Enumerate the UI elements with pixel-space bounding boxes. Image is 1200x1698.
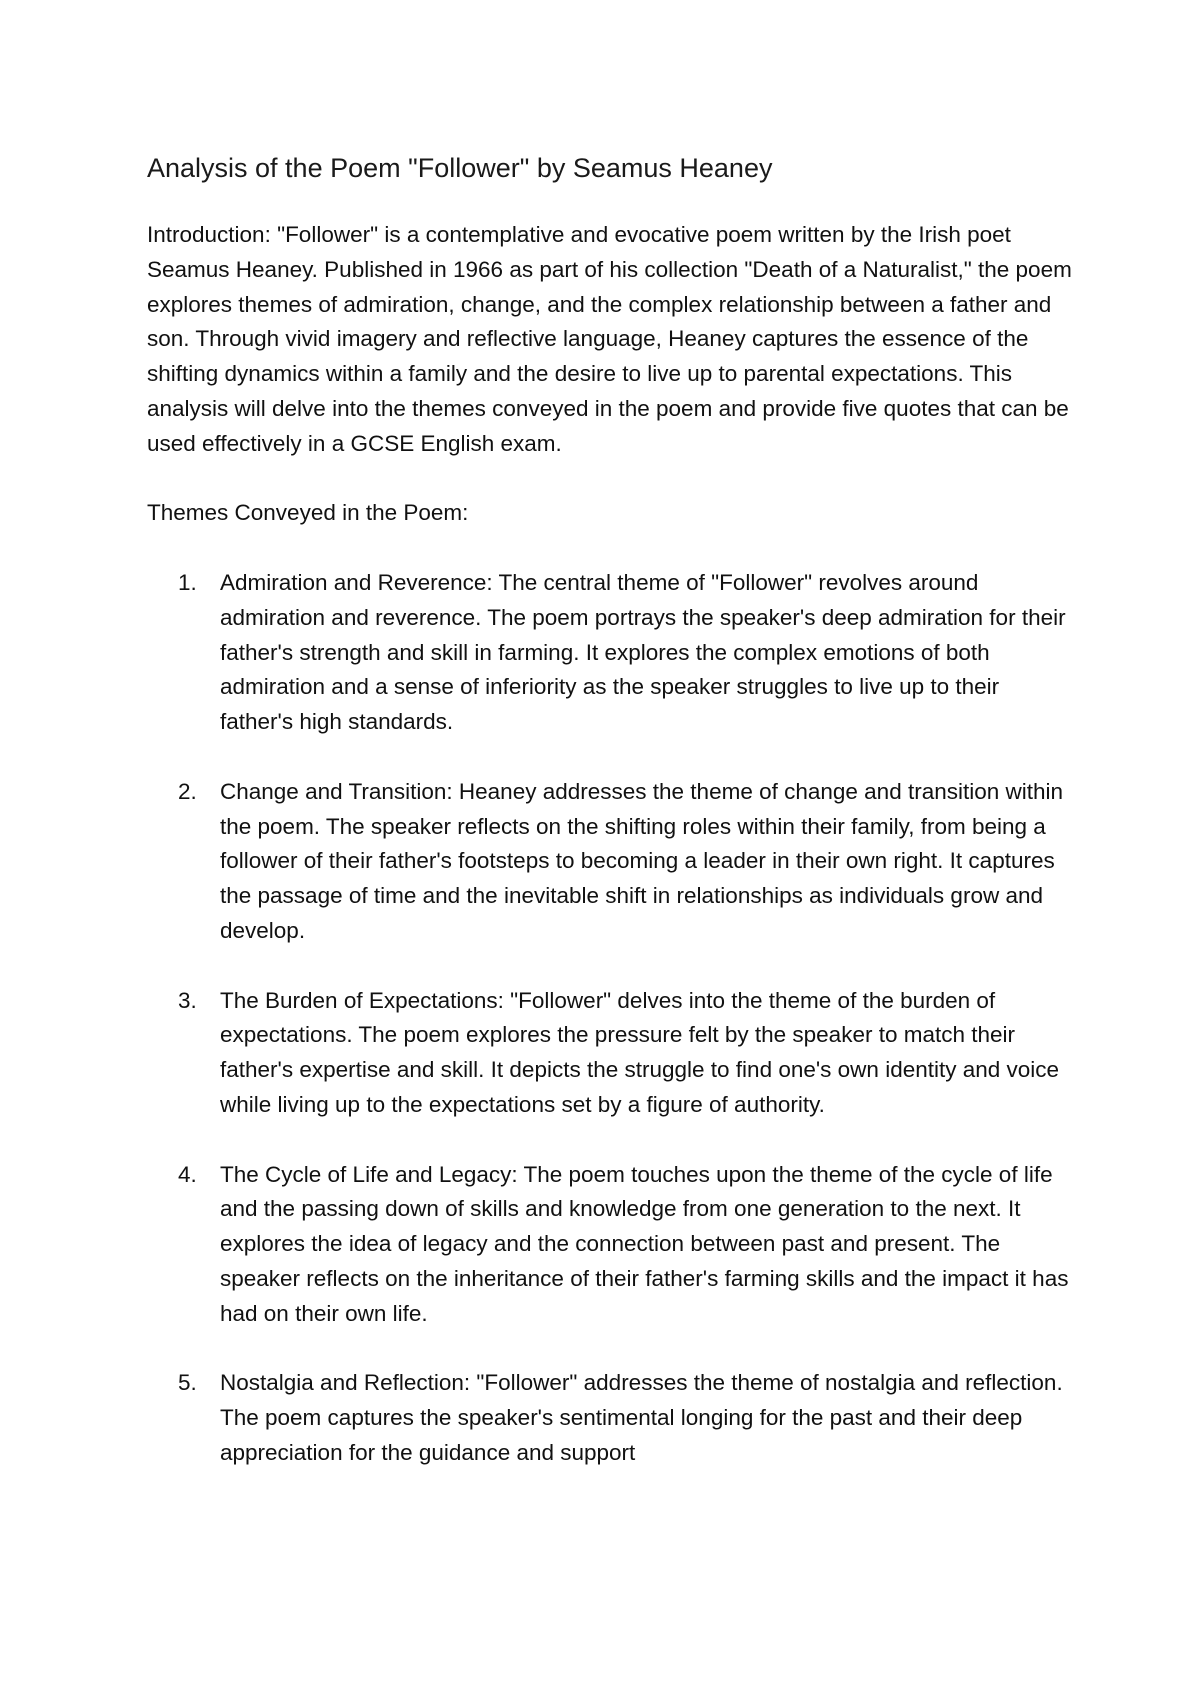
theme-text: Change and Transition: Heaney addresses the theme of change and transition within the poem. The speaker reflects on the shifting roles within their family, from being a follower of their father's footsteps to becoming a leader in their own right. It captures the passage of time and the inevitable shift in relationships as individuals grow and develop.	[220, 778, 1064, 943]
theme-number: 5.	[178, 1370, 197, 1396]
theme-number: 4.	[178, 1161, 197, 1187]
theme-item	[147, 775, 1077, 949]
document-title: Analysis of the Poem "Follower" by Seamus Heaney	[147, 153, 773, 183]
theme-item	[147, 1366, 1077, 1470]
theme-number: 3.	[178, 987, 197, 1013]
themes-list	[147, 566, 1077, 1471]
document-page	[147, 150, 1077, 1505]
theme-item	[147, 984, 1077, 1123]
themes-heading: Themes Conveyed in the Poem:	[147, 500, 469, 526]
theme-item	[147, 566, 1077, 740]
theme-number: 1.	[178, 569, 197, 595]
theme-number: 2.	[178, 778, 197, 804]
theme-text: The Cycle of Life and Legacy: The poem touches upon the theme of the cycle of life and the passing down of skills and knowledge from one generation to the next. It explores the idea of legacy and the connection between past and present. The speaker reflects on the inheritance of their father's farming skills and the impact it has had on their own life.	[220, 1161, 1069, 1326]
theme-item	[147, 1158, 1077, 1332]
introduction-paragraph: Introduction: "Follower" is a contemplative and evocative poem written by the Irish poet Seamus Heaney. Published in 1966 as part of his collection "Death of a Naturalist," the poem explores themes of admiration, change, and the complex relationship between a father and son. Through vivid imagery and reflective language, Heaney captures the essence of the shifting dynamics within a family and the desire to live up to parental expectations. This analysis will delve into the themes conveyed in the poem and provide five quotes that can be used effectively in a GCSE English exam.	[147, 222, 1072, 456]
theme-text: The Burden of Expectations: "Follower" delves into the theme of the burden of expectations. The poem explores the pressure felt by the speaker to match their father's expertise and skill. It depicts the struggle to find one's own identity and voice while living up to the expectations set by a figure of authority.	[220, 987, 1060, 1117]
theme-text: Nostalgia and Reflection: "Follower" addresses the theme of nostalgia and reflection. The poem captures the speaker's sentimental longing for the past and their deep appreciation for the guidance and support	[220, 1370, 1063, 1465]
theme-text: Admiration and Reverence: The central theme of "Follower" revolves around admiration and reverence. The poem portrays the speaker's deep admiration for their father's strength and skill in farming. It explores the complex emotions of both admiration and a sense of inferiority as the speaker struggles to live up to their father's high standards.	[220, 569, 1066, 735]
